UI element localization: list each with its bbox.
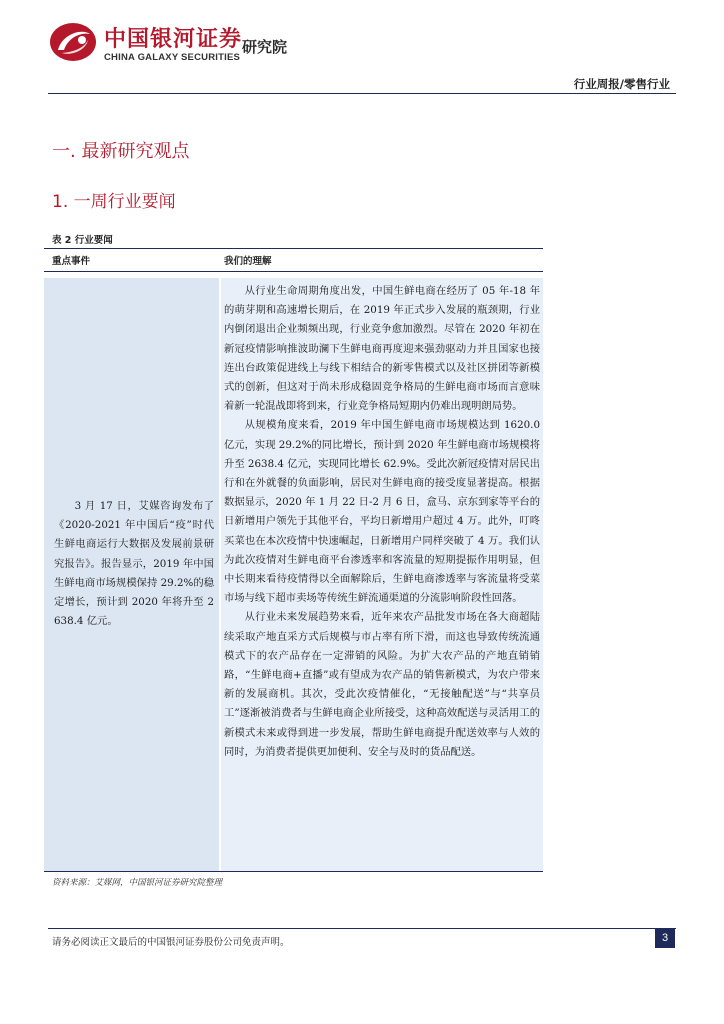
analysis-paragraph-scale: 从规模角度来看，2019 年中国生鲜电商市场规模达到 1620.0 亿元，实现 29.2%的同比增长，预计到 2020 年生鲜电商市场规模将升至 2638.4 亿元，实现同比增长 62.9%。受此次新冠疫情对居民出行和在外就餐的负面影响，居民对生鲜电商的接受度显著提高。根据数据显示，2020 年 1 月 22 日-2 月 6 日，盒马、京东到家等平台的日新增用户领先于其他平台，平均日新增用户超过 4 万。此外，叮咚买菜也在本次疫情中快速崛起，日新增用户同样突破了 4 万。我们认为此次疫情对生鲜电商平台渗透率和客流量的短期提振作用明显，但中长期来看待疫情得以全面解除后，生鲜电商渗透率与客流量将受菜市场与线下超市卖场等传统生鲜流通渠道的分流影响阶段性回落。 [224, 419, 540, 605]
column-header-view: 我们的理解 [224, 256, 272, 267]
subsection-heading: 1. 一周行业要闻 [52, 192, 176, 212]
brand-name-cn: 中国银河证券 [104, 27, 243, 52]
brand-name-en: CHINA GALAXY SECURITIES [104, 52, 241, 63]
table-header-rule [44, 271, 543, 272]
section-heading: 一. 最新研究观点 [52, 141, 190, 162]
galaxy-logo-icon [48, 20, 98, 64]
page-number: 3 [655, 928, 675, 948]
analysis-paragraph-trend: 从行业未来发展趋势来看，近年来农产品批发市场在各大商超陆续采取产地直采方式后规模与市占率有所下滑，而这也导致传统流通模式下的农产品存在一定滞销的风险。为扩大农产品的产地直销销路，“生鲜电商+直播”或有望成为农产品的销售新模式，为农户带来新的发展商机。其次，受此次疫情催化，“无接触配送”与“共享员工”逐渐被消费者与生鲜电商企业所接受，这种高效配送与灵活用工的新模式未来或得到进一步发展，帮助生鲜电商提升配送效率与人效的同时，为消费者提供更加便利、安全与及时的货品配送。 [224, 611, 540, 758]
column-header-event: 重点事件 [52, 256, 91, 267]
header-divider [48, 93, 676, 94]
analysis-text [224, 282, 540, 762]
analysis-paragraph-lifecycle: 从行业生命周期角度出发，中国生鲜电商在经历了 05 年-18 年的萌芽期和高速增长期后，在 2019 年正式步入发展的瓶颈期，行业内倒闭退出企业频频出现，行业竞争愈加激烈。尽管在 2020 年初在新冠疫情影响推波助澜下生鲜电商再度迎来强劲驱动力并且国家也接连出台政策促进线上与线下相结合的新零售模式以及社区拼团等新模式的创新，但这对于尚未形成稳固竞争格局的生鲜电商市场而言意味着新一轮混战即将到来，行业竞争格局短期内仍难出现明朗局势。 [224, 285, 540, 413]
footer-divider [48, 928, 676, 929]
table-top-rule [44, 248, 543, 249]
report-type: 行业周报/零售行业 [573, 77, 670, 91]
table-bottom-rule [44, 871, 543, 872]
source-note: 资料来源：艾媒网，中国银河证券研究院整理 [52, 878, 223, 888]
table-caption: 表 2 行业要闻 [52, 235, 113, 246]
brand-institute: 研究院 [242, 38, 288, 56]
event-description: 3 月 17 日，艾媒咨询发布了《2020-2021 年中国后“疫”时代生鲜电商运行大数据及发展前景研究报告》。报告显示，2019 年中国生鲜电商市场规模保持 29.2%的稳定增长，预计到 2020 年将升至 2638.4 亿元。 [54, 500, 214, 628]
disclaimer: 请务必阅读正文最后的中国银河证券股份公司免责声明。 [52, 937, 290, 948]
